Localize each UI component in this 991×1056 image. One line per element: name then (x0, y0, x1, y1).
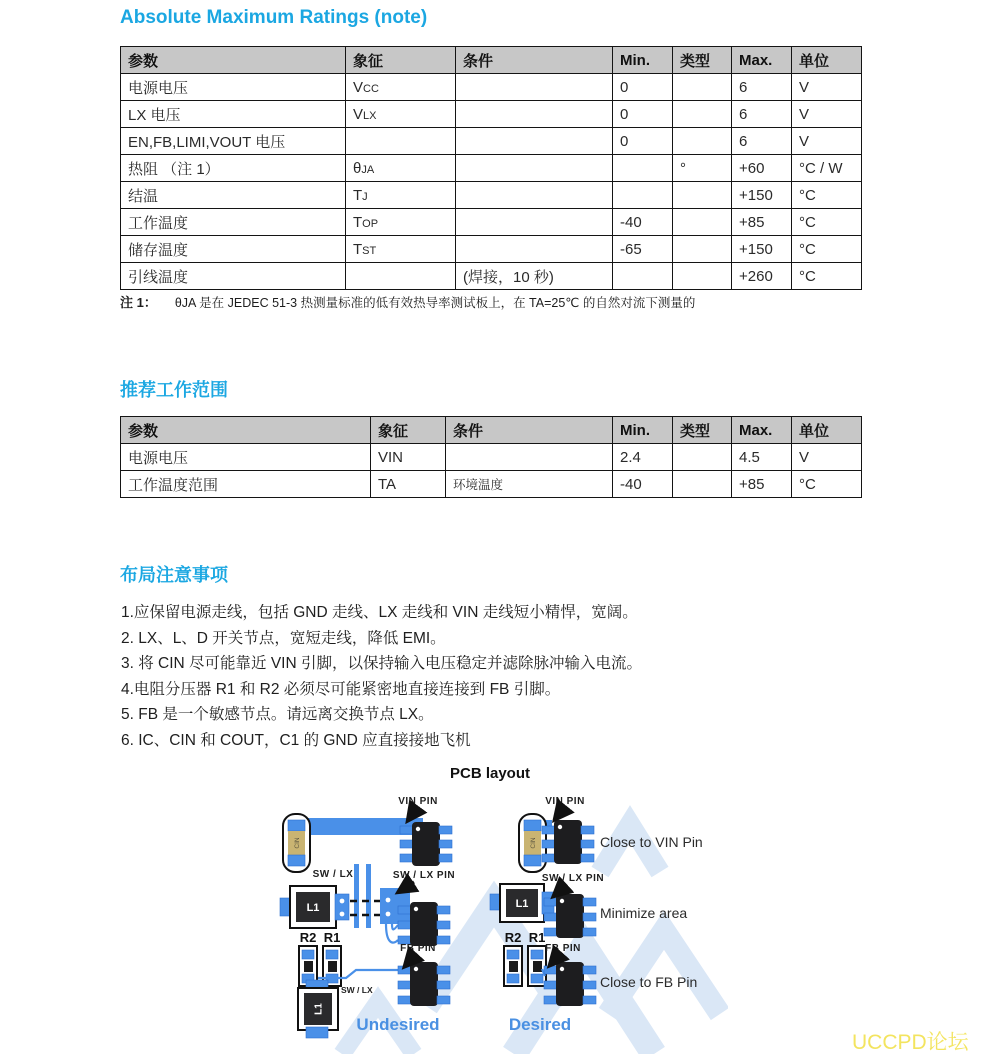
col-min: Min. (613, 417, 673, 444)
cell-cond (456, 128, 613, 155)
cell-unit: °C (792, 471, 862, 498)
ic-chip (544, 894, 596, 938)
sw-lx-pin-label: SW / LX PIN (392, 870, 456, 881)
layout-notes-title: 布局注意事项 (120, 565, 228, 585)
cell-cond (456, 155, 613, 182)
close-to-vin-label: Close to VIN Pin (600, 834, 703, 850)
minimize-area-label: Minimize area (600, 905, 688, 921)
r1-label: R1 (528, 930, 546, 945)
ic-chip (544, 962, 596, 1006)
fb-pin-label: FB PIN (400, 943, 436, 954)
ic-chip (398, 962, 450, 1006)
cell-cond (456, 101, 613, 128)
cell-cond (456, 236, 613, 263)
sw-lx-label: SW / LX (312, 869, 354, 880)
resistor-r2 (504, 946, 522, 986)
cell-param: 工作温度范围 (121, 471, 371, 498)
list-item: 6. IC、CIN 和 COUT，C1 的 GND 应直接接地飞机 (121, 731, 471, 749)
cell-typ (673, 444, 732, 471)
cell-cond: (焊接，10 秒) (456, 263, 613, 290)
cell-unit: V (792, 74, 862, 101)
col-unit: 单位 (792, 47, 862, 74)
cell-max: +85 (732, 209, 792, 236)
cell-min: -65 (613, 236, 673, 263)
vin-pin-arrow-icon (556, 808, 564, 818)
cell-max: +60 (732, 155, 792, 182)
cell-unit: V (792, 101, 862, 128)
cell-param: EN,FB,LIMI,VOUT 电压 (121, 128, 346, 155)
cell-typ (673, 236, 732, 263)
cell-unit: °C (792, 209, 862, 236)
cell-param: 结温 (121, 182, 346, 209)
table-row (121, 182, 862, 209)
col-symbol: 象征 (371, 417, 446, 444)
trace-curve (392, 924, 398, 929)
col-param: 参数 (121, 417, 371, 444)
col-cond: 条件 (456, 47, 613, 74)
col-symbol: 象征 (346, 47, 456, 74)
cell-symbol: TOP (346, 209, 456, 236)
ic-chip (400, 822, 452, 866)
cell-min (613, 182, 673, 209)
cell-min: 0 (613, 74, 673, 101)
cin-label: CIN (294, 837, 301, 849)
ic-chip (398, 902, 450, 946)
l1-label: L1 (313, 1003, 325, 1015)
undesired-vin-section (283, 796, 452, 872)
undesired-label: Undesired (356, 1015, 440, 1034)
cell-min: -40 (613, 471, 673, 498)
cell-param: 工作温度 (121, 209, 346, 236)
table-row (121, 101, 862, 128)
cell-param: 储存温度 (121, 236, 346, 263)
fb-pin-label: FB PIN (545, 943, 581, 954)
col-max: Max. (732, 47, 792, 74)
abs-max-table (120, 46, 862, 290)
cell-typ (673, 209, 732, 236)
cell-max: +150 (732, 182, 792, 209)
table-row (121, 209, 862, 236)
cell-param: 电源电压 (121, 444, 371, 471)
cell-typ (673, 128, 732, 155)
table-header-row (121, 417, 862, 444)
r1-label: R1 (323, 930, 341, 945)
desired-label: Desired (508, 1015, 572, 1034)
r2-label: R2 (504, 930, 522, 945)
table-row (121, 155, 862, 182)
list-item: 2. LX、L、D 开关节点，宽短走线，降低 EMI。 (121, 629, 446, 647)
table-row (121, 236, 862, 263)
cell-cond (456, 74, 613, 101)
col-typ: 类型 (673, 47, 732, 74)
cell-param: 引线温度 (121, 263, 346, 290)
cell-unit: °C / W (792, 155, 862, 182)
table-header-row (121, 47, 862, 74)
col-param: 参数 (121, 47, 346, 74)
ic-chip (542, 820, 594, 864)
cell-min: -40 (613, 209, 673, 236)
col-cond: 条件 (446, 417, 613, 444)
cell-cond (456, 209, 613, 236)
cin-label: CIN (530, 837, 537, 849)
l1-inductor (280, 886, 349, 928)
cell-param: 电源电压 (121, 74, 346, 101)
col-unit: 单位 (792, 417, 862, 444)
table-row (121, 128, 862, 155)
cell-symbol: VCC (346, 74, 456, 101)
cell-unit: °C (792, 182, 862, 209)
cell-symbol: TJ (346, 182, 456, 209)
cell-max: +85 (732, 471, 792, 498)
note-label: 注 1： (120, 295, 157, 310)
l1-inductor-rotated (298, 980, 338, 1038)
resistor-r1 (528, 946, 546, 986)
cell-max: +150 (732, 236, 792, 263)
cell-max: 6 (732, 101, 792, 128)
cell-max: +260 (732, 263, 792, 290)
vin-pin-label: VIN PIN (545, 796, 585, 807)
cell-typ: ° (673, 155, 732, 182)
col-max: Max. (732, 417, 792, 444)
cell-symbol: VLX (346, 101, 456, 128)
recommended-table (120, 416, 862, 498)
cell-unit: °C (792, 263, 862, 290)
vin-pin-label: VIN PIN (398, 796, 438, 807)
table-row (121, 263, 862, 290)
cell-unit: °C (792, 236, 862, 263)
cell-typ (673, 74, 732, 101)
list-item: 3. 将 CIN 尽可能靠近 VIN 引脚，以保持输入电压稳定并滤除脉冲输入电流。 (121, 655, 642, 673)
layout-notes-list (121, 600, 866, 754)
cell-cond (446, 444, 613, 471)
cell-symbol: TST (346, 236, 456, 263)
diagram-title: PCB layout (449, 765, 531, 782)
cell-cond: 环境温度 (446, 471, 613, 498)
cell-min (613, 263, 673, 290)
cell-min (613, 155, 673, 182)
vin-pin-arrow-icon (409, 808, 417, 819)
cell-min: 0 (613, 101, 673, 128)
r2-label: R2 (299, 930, 317, 945)
cin-capacitor (283, 814, 310, 872)
cell-typ (673, 471, 732, 498)
table-row (121, 444, 862, 471)
cell-symbol (346, 263, 456, 290)
note-text: θJA 是在 JEDEC 51-3 热测量标准的低有效热导率测试板上，在 TA=25℃ 的自然对流下测量的 (174, 296, 696, 310)
cell-cond (456, 182, 613, 209)
close-to-fb-label: Close to FB Pin (600, 974, 698, 990)
abs-max-title: Absolute Maximum Ratings (note) (120, 7, 428, 28)
sw-lx-pin-label: SW / LX PIN (541, 873, 605, 884)
cell-symbol (346, 128, 456, 155)
cell-symbol: TA (371, 471, 446, 498)
pcb-layout-diagram (278, 760, 728, 1054)
cell-max: 4.5 (732, 444, 792, 471)
recommended-title: 推荐工作范围 (120, 380, 228, 400)
list-item: 1.应保留电源走线，包括 GND 走线、LX 走线和 VIN 走线短小精悍，宽阔。 (121, 604, 638, 621)
sw-lx-pin-arrow-icon (555, 885, 566, 895)
cell-param: LX 电压 (121, 101, 346, 128)
cell-min: 0 (613, 128, 673, 155)
cell-max: 6 (732, 128, 792, 155)
note-1 (120, 292, 870, 311)
cell-unit: V (792, 128, 862, 155)
l1-label: L1 (306, 902, 320, 914)
table-row (121, 471, 862, 498)
cell-min: 2.4 (613, 444, 673, 471)
table-row (121, 74, 862, 101)
cell-symbol: VIN (371, 444, 446, 471)
cell-max: 6 (732, 74, 792, 101)
forum-watermark: UCCPD论坛 (852, 1031, 969, 1054)
cell-typ (673, 101, 732, 128)
cell-unit: V (792, 444, 862, 471)
list-item: 5. FB 是一个敏感节点。请远离交换节点 LX。 (121, 706, 434, 724)
list-item: 4.电阻分压器 R1 和 R2 必须尽可能紧密地直接连接到 FB 引脚。 (121, 680, 561, 698)
col-min: Min. (613, 47, 673, 74)
l1-label: L1 (515, 898, 529, 910)
col-typ: 类型 (673, 417, 732, 444)
undesired-fb-section (298, 930, 450, 1038)
cell-typ (673, 263, 732, 290)
cell-symbol: θJA (346, 155, 456, 182)
sw-lx-label: SW / LX (341, 985, 373, 995)
cell-param: 热阻 （注 1） (121, 155, 346, 182)
cell-typ (673, 182, 732, 209)
